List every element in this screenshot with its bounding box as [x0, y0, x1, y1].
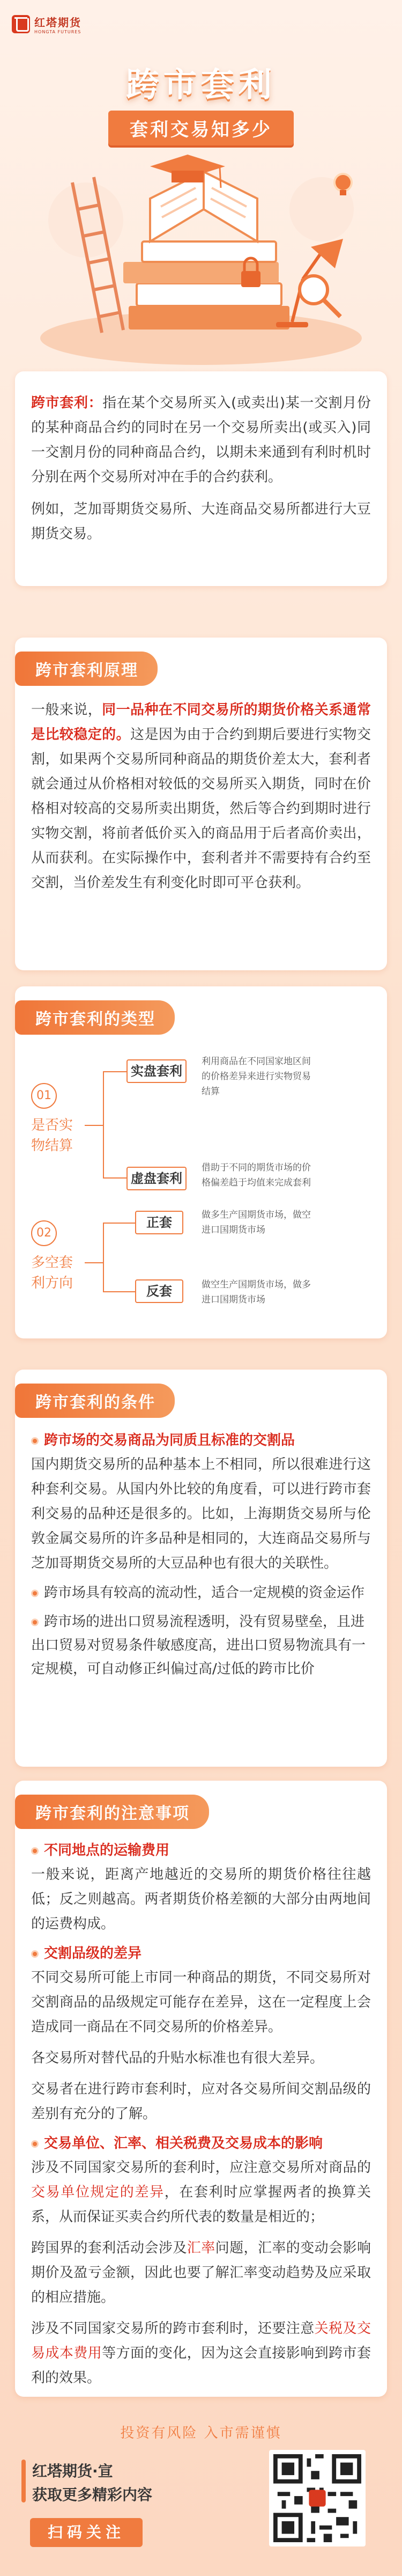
note-1-body: 一般来说，距离产地越近的交易所的期货价格往往越低；反之则越高。两者期货价格差额的大部分由两地间的运费构成。 — [31, 1867, 371, 1932]
intro-definition — [15, 391, 387, 489]
type-virtual-desc: 借助于不同的期货市场的价格偏差趋于均值来完成套利 — [202, 1162, 311, 1188]
footer-accent-bar — [21, 2460, 26, 2502]
principle-heading: 跨市套利原理 — [23, 652, 158, 686]
type-physical-desc: 利用商品在不同国家地区间的价格差异来进行实物贸易结算 — [202, 1056, 311, 1097]
notes-card — [15, 1781, 387, 2397]
type-physical: 实盘套利 — [126, 1059, 187, 1083]
conditions-heading: 跨市套利的条件 — [23, 1384, 175, 1418]
condition-2: 跨市场具有较高的流动性，适合一定规模的资金运作 — [15, 1581, 387, 1605]
note-2-extra-1: 各交易所对替代品的升贴水标准也有很大差异。 — [31, 2050, 324, 2066]
footer-more: 获取更多精彩内容 — [32, 2486, 153, 2504]
condition-1-body: 国内期货交易所的品种基本上不相同，所以很难进行这种套利交易。从国内外比较的角度看，可以进行跨市套利交易的品种还是很多的。比如，上海期货交易所与伦敦金属交易所的许多品种是相同的，大连商品交易所与芝加哥期货交易所的大豆品种也有很大的关联性。 — [31, 1457, 371, 1571]
type-reverse: 反套 — [135, 1279, 183, 1303]
conditions-card — [15, 1370, 387, 1767]
scan-follow-button[interactable]: 扫码关注 — [30, 2518, 143, 2547]
page-title: 跨市套利 — [125, 65, 276, 104]
type-virtual: 虚盘套利 — [126, 1167, 187, 1190]
note-3-fx: 跨国界的套利活动会涉及汇率问题，汇率的变动会影响期价及盈亏金额，因此也要了解汇率变动趋势及应采取的相应措施。 — [31, 2240, 371, 2306]
type-forward-desc: 做多生产国期货市场，做空进口国期货市场 — [202, 1210, 311, 1235]
principle-lead: 一般来说， — [31, 702, 102, 718]
note-3-head: 交易单位、汇率、相关税费及交易成本的影响 — [15, 2132, 387, 2155]
note-1-head: 不同地点的运输费用 — [15, 1839, 387, 1862]
group2-label: 多空套利方向 — [31, 1255, 73, 1291]
group1-label: 是否实物结算 — [31, 1117, 73, 1154]
brand-logo — [12, 14, 81, 34]
risk-warning: 投资有风险 入市需谨慎 — [120, 2425, 282, 2441]
note-3-body: 涉及不同国家交易所的套利时，应注意交易所对商品的交易单位规定的差异，在套利时应掌握两者的换算关系，从而保证买卖合约所代表的数量是相近的； — [31, 2160, 371, 2225]
intro-example: 例如，芝加哥期货交易所、大连商品交易所都进行大豆期货交易。 — [31, 501, 371, 542]
footer-brand: 红塔期货·宣 — [32, 2462, 113, 2480]
bullet-icon — [31, 1590, 39, 1597]
group1-number: 01 — [31, 1083, 57, 1109]
principle-card — [15, 638, 387, 970]
intro-card — [15, 371, 387, 586]
note-3-tax: 涉及不同国家交易所的跨市套利时，还要注意关税及交易成本费用等方面的变化，因为这会直接影响到跨市套利的效果。 — [31, 2321, 371, 2386]
intro-definition-text: 指在某个交易所买入(或卖出)某一交割月份的某种商品合约的同时在另一个交易所卖出(或买入)同一交割月份的同种商品合约，以期未来通到有利时机时分别在两个交易所对冲在手的合约获利。 — [31, 395, 371, 485]
brand-name: 红塔期货 — [34, 16, 81, 29]
brand-icon — [12, 15, 30, 33]
bullet-icon — [31, 2140, 39, 2148]
type-reverse-desc: 做空生产国期货市场，做多进口国期货市场 — [202, 1279, 311, 1305]
condition-1-head: 跨市场的交易商品为同质且标准的交割品 — [15, 1429, 387, 1452]
intro-term: 跨市套利： — [31, 395, 103, 411]
bullet-icon — [31, 1437, 39, 1445]
qr-code-icon[interactable] — [269, 2450, 366, 2546]
note-2-head: 交割品级的差异 — [15, 1942, 387, 1965]
bullet-icon — [31, 1619, 39, 1626]
brand-name-en: HONGTA FUTURES — [34, 30, 81, 34]
books-illustration — [21, 145, 381, 370]
principle-rest: 这是因为由于合约到期后要进行实物交割，如果两个交易所同种商品的期货价差太大，套利者就会通过从价格相对较低的交易所买入期货，同时在价格相对较高的交易所卖出期货，然后等合约到期时进行实物交割，将前者低价买入的商品用于后者高价卖出，从而获利。在实际操作中，套利者并不需要持有合约至交割，当价差发生有利变化时即可平仓获利。 — [31, 727, 371, 891]
page-subtitle: 套利交易知多少 — [108, 111, 294, 145]
principle-bold: 同一品种在不同交易所的期货价格关系通常是比较稳定的。 — [31, 702, 371, 743]
types-heading: 跨市套利的类型 — [23, 1000, 175, 1035]
types-diagram — [31, 1045, 371, 1314]
notes-heading: 跨市套利的注意事项 — [23, 1795, 209, 1829]
magnifier-icon — [300, 276, 340, 317]
type-forward: 正套 — [135, 1211, 183, 1234]
note-2-body: 不同交易所可能上市同一种商品的期货，不同交易所对交割商品的品级规定可能存在差异，这在一定程度上会造成同一商品在不同交易所的价格差异。 — [31, 1970, 371, 2035]
types-card — [15, 986, 387, 1338]
bullet-icon — [31, 1950, 39, 1958]
condition-3: 跨市场的进出口贸易流程透明，没有贸易壁垒，且进出口贸易对贸易条件敏感度高，进出口贸易物流具有一定规模，可自动修正纠偏过高/过低的跨市比价 — [31, 1614, 366, 1677]
group2-number: 02 — [31, 1220, 57, 1246]
note-2-extra-2: 交易者在进行跨市套利时，应对各交易所间交割品级的差别有充分的了解。 — [31, 2081, 371, 2122]
principle-text — [15, 698, 387, 895]
bullet-icon — [31, 1847, 39, 1855]
